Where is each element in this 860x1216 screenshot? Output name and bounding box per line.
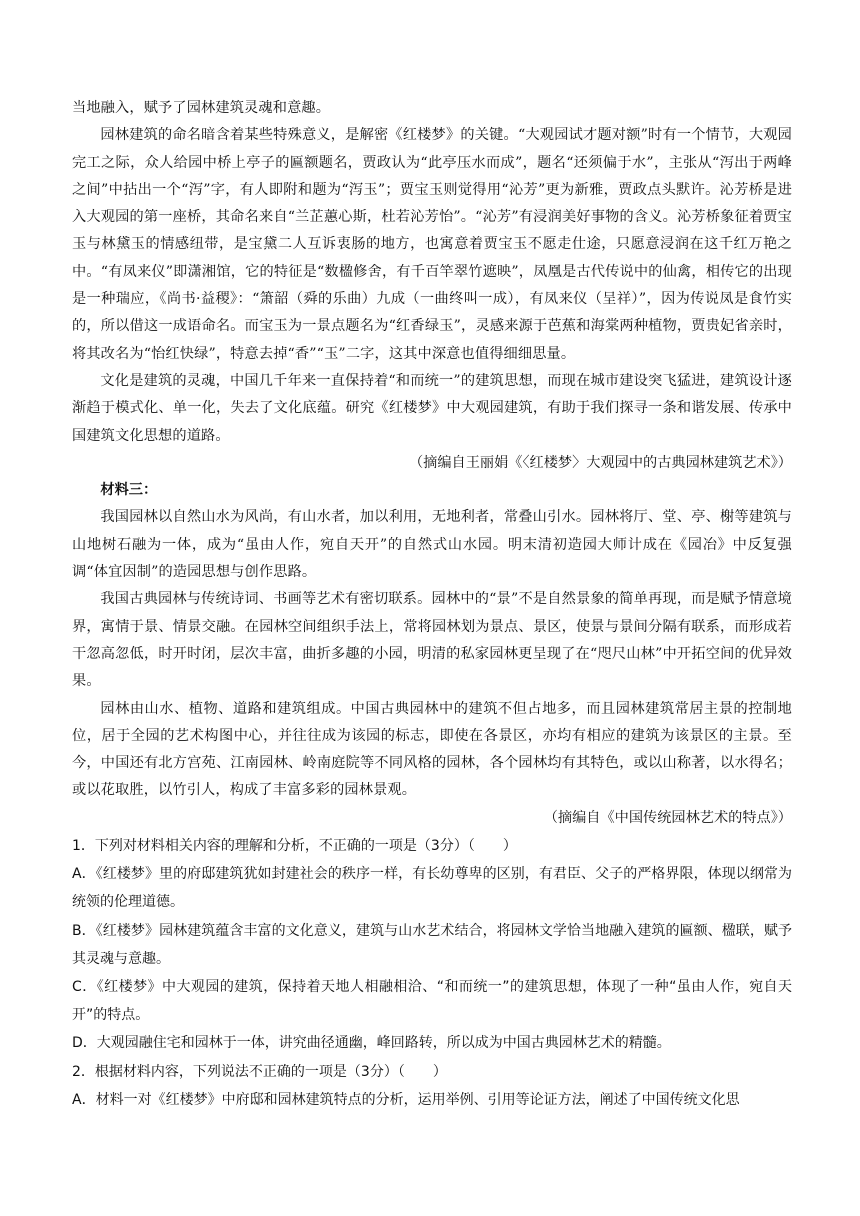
question-1-option-c: C．《红楼梦》中大观园的建筑，保持着天地人相融相洽、“和而统一”的建筑思想，体现了一种“虽由人作，宛自天开”的特点。: [72, 979, 792, 1024]
material3-heading: 材料三：: [100, 482, 158, 499]
paragraph-material3-3: 园林由山水、植物、道路和建筑组成。中国古典园林中的建筑不但占地多，而且园林建筑常居主景的控制地位，居于全园的艺术构图中心，并往往成为该园的标志，即使在各景区，亦均有相应的建筑为该景区的主景。至今，中国还有北方宫苑、江南园林、岭南庭院等不同风格的园林，各个园林均有其特色，或以山称著，以水得名；或以花取胜，以竹引人，构成了丰富多彩的园林景观。: [72, 700, 792, 799]
paragraph-naming: 园林建筑的命名暗含着某些特殊意义，是解密《红楼梦》的关键。“大观园试才题对额”时有一个情节，大观园完工之际，众人给园中桥上亭子的匾额题名，贾政认为“此亭压水而成”，题名“还须偏于水”，主张从“泻出于两峰之间”中拈出一个“泻”字，有人即附和题为“泻玉”；贾宝玉则觉得用“沁芳”更为新雅，贾政点头默许。沁芳桥是进入大观园的第一座桥，其命名来自“兰芷蕙心斯，杜若沁芳怡”。“沁芳”有浸润美好事物的含义。沁芳桥象征着贾宝玉与林黛玉的情感纽带，是宝黛二人互诉衷肠的地方，也寓意着贾宝玉不愿走仕途，只愿意浸润在这千红万艳之中。“有凤来仪”即潇湘馆，它的特征是“数楹修舍，有千百竿翠竹遮映”，凤凰是古代传说中的仙禽，相传它的出现是一种瑞应，《尚书·益稷》：“箫韶（舜的乐曲）九成（一曲终叫一成），有凤来仪（呈祥）”，因为传说凤是食竹实的，所以借这一成语命名。而宝玉为一景点题名为“红香绿玉”，灵感来源于芭蕉和海棠两种植物，贾贵妃省亲时，将其改名为“怡红快绿”，特意去掉“香”“玉”二字，这其中深意也值得细细思量。: [72, 127, 792, 362]
paragraph-material3-1: 我国园林以自然山水为风尚，有山水者，加以利用，无地利者，常叠山引水。园林将厅、堂、亭、榭等建筑与山地树石融为一体，成为“虽由人作，宛自天开”的自然式山水园。明末清初造园大师计成在《园冶》中反复强调“体宜因制”的造园思想与创作思路。: [72, 509, 792, 581]
question-1-option-d: D．大观园融住宅和园林于一体，讲究曲径通幽，峰回路转，所以成为中国古典园林艺术的精髓。: [72, 1035, 671, 1052]
paragraph-culture: 文化是建筑的灵魂，中国几千年来一直保持着“和而统一”的建筑思想，而现在城市建设突飞猛进，建筑设计逐渐趋于模式化、单一化，失去了文化底蕴。研究《红楼梦》中大观园建筑，有助于我们探寻一条和谐发展、传承中国建筑文化思想的道路。: [72, 372, 792, 444]
question-1-option-b: B．《红楼梦》园林建筑蕴含丰富的文化意义，建筑与山水艺术结合，将园林文学恰当地融入建筑的匾额、楹联，赋予其灵魂与意趣。: [72, 922, 792, 967]
question-1: 1．下列对材料相关内容的理解和分析，不正确的一项是（3分）（ ）: [72, 838, 517, 855]
paragraph-material2-end: 当地融入，赋予了园林建筑灵魂和意趣。: [72, 100, 331, 116]
question-2: 2．根据材料内容，下列说法不正确的一项是（3分）（ ）: [72, 1063, 447, 1080]
source-citation-material2: （摘编自王丽娟《〈红楼梦〉大观园中的古典园林建筑艺术》）: [408, 454, 792, 471]
question-2-option-a: A．材料一对《红楼梦》中府邸和园林建筑特点的分析，运用举例、引用等论证方法，阐述了中国传统文化思: [72, 1091, 740, 1108]
question-1-option-a: A．《红楼梦》里的府邸建筑犹如封建社会的秩序一样，有长幼尊卑的区别，有君臣、父子的严格界限，体现以纲常为统领的伦理道德。: [72, 866, 792, 911]
paragraph-material3-2: 我国古典园林与传统诗词、书画等艺术有密切联系。园林中的“景”不是自然景象的简单再现，而是赋予情意境界，寓情于景、情景交融。在园林空间组织手法上，常将园林划为景点、景区，使景与景间分隔有联系，而形成若干忽高忽低，时开时闭，层次丰富，曲折多趣的小园，明清的私家园林更呈现了在“咫尺山林”中开拓空间的优异效果。: [72, 591, 792, 690]
source-citation-material3: （摘编自《中国传统园林艺术的特点》）: [543, 809, 792, 826]
